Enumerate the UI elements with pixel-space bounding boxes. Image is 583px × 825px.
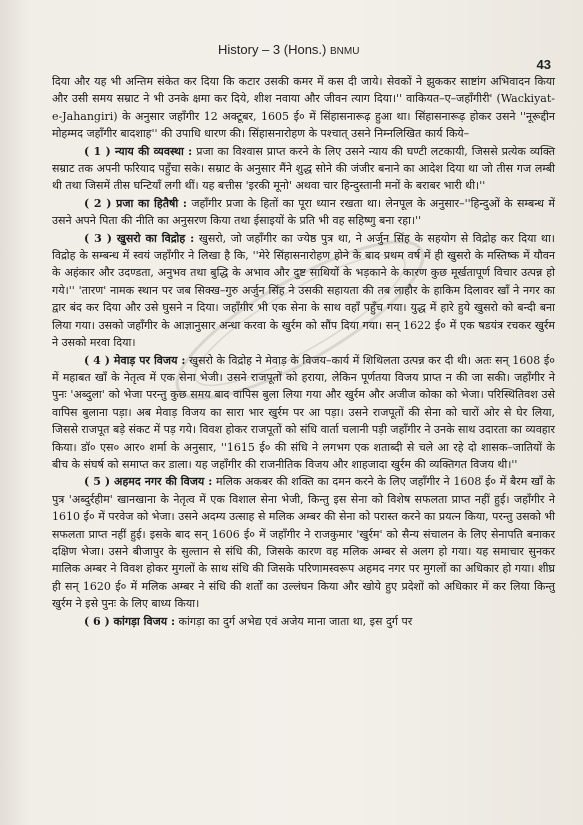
section-heading: ( 2 ) प्रजा का हितैषी : — [84, 196, 187, 210]
section-heading: ( 3 ) खुसरो का विद्रोह : — [84, 231, 195, 245]
section-heading: ( 5 ) अहमद नगर की विजय : — [84, 475, 213, 489]
paragraph-justice — [52, 143, 555, 195]
section-heading: ( 1 ) न्याय की व्यवस्था : — [84, 144, 193, 158]
paragraph-text: कांगड़ा का दुर्ग अभेद्य एवं अजेय माना जाता था, इस दुर्ग पर — [178, 614, 413, 628]
paragraph-intro — [52, 73, 555, 143]
page-body — [52, 73, 555, 630]
paragraph-text: प्रजा का विश्वास प्राप्त करने के लिए उसने न्याय की घण्टी लटकायी, जिससे प्रत्येक व्यक्ति सम्राट तक अपनी फरियाद पहुँचा सके। सम्राट के अनुसार मैंने शुद्ध सोने की जंजीर बनाने का आदेश दिया था जो तीस गज लम्बी थी तथा जिसमें तीस घन्टियाँ लगी थीं। यह बत्तीस 'इरकी मूनो' अथवा चार हिन्दुस्तानी मनों के बराबर भारी थी।'' — [52, 144, 556, 193]
paragraph-mewar — [52, 352, 555, 474]
page-header — [218, 42, 359, 57]
section-heading: ( 6 ) कांगड़ा विजय : — [84, 614, 176, 628]
paragraph-welfare — [52, 195, 555, 230]
paragraph-text: जहाँगीर प्रजा के हितों का पूरा ध्यान रखता था। लेनपूल के अनुसार–''हिन्दुओं के सम्बन्ध में उसने अपने पिता की नीति का अनुसरण किया तथा ईसाइयों के प्रति भी वह सहिष्णु बना रहा।'' — [52, 196, 555, 228]
paragraph-kangra — [52, 613, 555, 630]
paragraph-text: खुसरो, जो जहाँगीर का ज्येष्ठ पुत्र था, ने अर्जुन सिंह के सहयोग से विद्रोह कर दिया था। विद्रोह के सम्बन्ध में स्वयं जहाँगीर ने लिखा है कि, ''मेरे सिंहासनारोहण होने के बाद प्रथम वर्ष में ही खुसरो के मस्तिष्क में यौवन के अहंकार और उदण्डता, अनुभव तथा बुद्धि के अभाव और दुष्ट साथियों के भड़काने के कारण कुछ मूर्खतापूर्ण विचार उत्पन्न हो गये।'' 'तारण' नामक स्थान पर जब सिक्ख–गुरु अर्जुन सिंह ने उसकी सहायता की तब लाहौर के हाकिम दिलावर खाँ ने नगर का द्वार बंद कर दिया और उसे घुसने न दिया। जहाँगीर भी एक सेना के साथ वहाँ पहुँच गया। युद्ध में हारे हुये खुसरो को बन्दी बना लिया गया। उसको जहाँगीर के आज्ञानुसार अन्धा करवा के खुर्रम को सौंप दिया गया। सन् 1622 ई० में एक षडयंत्र रचकर खुर्रम ने उसको मरवा दिया। — [52, 231, 555, 350]
paragraph-text: मलिक अकबर की शक्ति का दमन करने के लिए जहाँगीर ने 1608 ई० में बैरम खाँ के पुत्र 'अब्दुर्रहीम' खानखाना के नेतृत्व में एक विशाल सेना भेजी, किन्तु इस सेना को विशेष सफलता प्राप्त नहीं हुई। जहाँगीर ने 1610 ई० में परवेज को भेजा। उसने अदम्य उत्साह से मलिक अम्बर की सेना को परास्त करने का प्रयत्न किया, परन्तु उसको भी सफलता प्राप्त नहीं हुई। इसके बाद सन् 1606 ई० में जहाँगीर ने राजकुमार 'खुर्रम' को सैन्य संचालन के लिए सेनापति बनाकर दक्षिण भेजा। उसने बीजापुर के सुल्तान से संधि की, जिसके कारण वह मलिक अम्बर से अलग हो गया। यह समाचार सुनकर मालिक अम्बर ने विवश होकर मुगलों के साथ संधि की जिसके परिणामस्वरूप अहमद नगर पर मुगलों का अधिकार हो गया। शीघ्र ही सन् 1620 ई० में मलिक अम्बर ने संधि की शर्तों का उल्लंघन किया और खोये हुए प्रदेशों को अधिकार में कर लिया किन्तु खुर्रम ने इसे पुनः के लिए बाध्य किया। — [52, 475, 555, 611]
paragraph-text: खुसरो के विद्रोह ने मेवाड़ के विजय–कार्य में शिथिलता उत्पन्न कर दी थी। अतः सन् 1608 ई० में महाबत खाँ के नेतृत्व में एक सेना भेजी। उसने राजपूतों को हराया, लेकिन पूर्णतया विजय प्राप्त न की जा सकी। जहाँगीर ने पुनः 'अब्दुला' को भेजा परन्तु कुछ समय बाद वापिस बुला लिया गया और खुर्रम और अजीज कोका को भेजा। परिस्थितिवश उसे वापिस बुलाना पड़ा। अब मेवाड़ विजय का सारा भार खुर्रम पर आ पड़ा। उसने राजपूतों की सेना को चारों ओर से घेर लिया, जिससे राजपूत बड़े संकट में पड़ गये। विवश होकर राजपूतों को संधि वार्ता चलानी पड़ी जहाँगीर ने उनके साथ उदारता का व्यवहार किया। डॉ० एस० आर० शर्मा के अनुसार, ''1615 ई० की संधि ने लगभग एक शताब्दी से चले आ रहे दो शासक–जातियों के बीच के संघर्ष को समाप्त कर डाला। यह जहाँगीर की राजनीतिक विजय और शाहजादा खुर्रम की व्यक्तिगत विजय थी।'' — [52, 353, 555, 471]
paragraph-khusro — [52, 230, 555, 352]
header-title: History – 3 (Hons.) — [218, 42, 327, 57]
page-number: 43 — [536, 57, 551, 72]
section-heading: ( 4 ) मेवाड़ पर विजय : — [84, 353, 186, 367]
paragraph-ahmednagar — [52, 473, 555, 612]
header-publisher: BNMU — [330, 46, 360, 57]
paragraph-text: दिया और यह भी अन्तिम संकेत कर दिया कि कटार उसकी कमर में कस दी जाये। सेवकों ने झुककर साष्टांग अभिवादन किया और उसी समय सम्राट ने भी उनके क्षमा कर दिये, शीश नवाया और जीवन त्याग दिया।'' वाकियत–ए–जहाँगीरी' (Wackiyat-e-Jahangiri) के अनुसार जहाँगीर 12 अक्टूबर, 1605 ई० में सिंहासनारूढ़ हुआ था। सिंहासनारूढ़ होकर उसने ''नूरूद्दीन मोहम्मद जहाँगीर बादशाह'' की उपाधि धारण की। सिंहासनारोहण के पश्चात् उसने निम्नलिखित कार्य किये– — [52, 75, 555, 141]
